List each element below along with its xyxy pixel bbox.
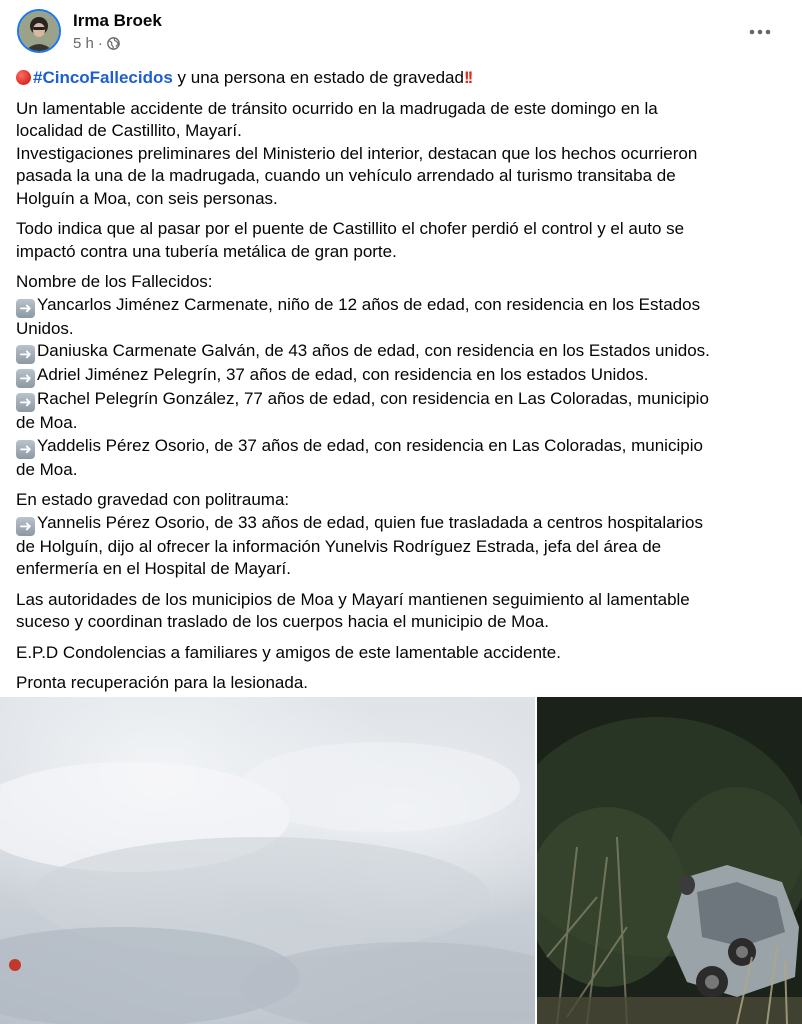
headline-text: y una persona en estado de gravedad [172, 68, 464, 87]
photo-sky[interactable] [0, 697, 535, 1024]
list-item: de Moa. [16, 413, 78, 432]
injured-title: En estado gravedad con politrauma: [16, 490, 290, 509]
list-item: ➜ Daniuska Carmenate Galván, de 43 años de edad, con residencia en los Estados unidos. [16, 340, 791, 364]
list-item: ➜ Yaddelis Pérez Osorio, de 37 años de edad, con residencia en Las Coloradas, municipio [16, 435, 791, 459]
text-line: Investigaciones preliminares del Ministerio del interior, destacan que los hechos ocurrieron [16, 143, 698, 163]
paragraph-recovery: Pronta recuperación para la lesionada. [16, 673, 309, 692]
list-item: ➜ Adriel Jiménez Pelegrín, 37 años de edad, con residencia en los estados Unidos. [16, 364, 791, 388]
more-options-button[interactable] [746, 18, 774, 46]
double-exclamation-icon: !! [463, 68, 472, 87]
text-line: localidad de Castillito, Mayarí. [16, 121, 242, 140]
list-item: de Moa. [16, 459, 78, 479]
post-header [0, 0, 802, 66]
text-line: impactó contra una tubería metálica de gran porte. [16, 241, 397, 261]
paragraph-condolences: E.P.D Condolencias a familiares y amigos de este lamentable accidente. [16, 642, 561, 662]
meta-separator: · [97, 35, 103, 52]
globe-icon [107, 37, 120, 50]
paragraph-cause [16, 218, 791, 263]
post-time[interactable]: 5 h [73, 35, 94, 52]
text-line: pasada la una de la madrugada, cuando un vehículo arrendado al turismo transitaba de [16, 166, 676, 185]
photo-crash-scene[interactable] [537, 697, 802, 1024]
injured-list [16, 489, 791, 581]
right-arrow-icon: ➜ [16, 369, 35, 388]
right-arrow-icon: ➜ [16, 517, 35, 536]
list-item: Unidos. [16, 318, 74, 338]
deceased-list [16, 271, 791, 481]
list-item: de Holguín, dijo al ofrecer la información Yunelvis Rodríguez Estrada, jefa del área de [16, 536, 662, 556]
text-line: Las autoridades de los municipios de Moa y Mayarí mantienen seguimiento al lamentable [16, 589, 690, 609]
author-name[interactable]: Irma Broek [73, 11, 162, 30]
list-item: ➜ Rachel Pelegrín González, 77 años de edad, con residencia en Las Coloradas, municipio [16, 388, 791, 412]
right-arrow-icon: ➜ [16, 299, 35, 318]
text-line: Un lamentable accidente de tránsito ocurrido en la madrugada de este domingo en la [16, 98, 658, 118]
right-arrow-icon: ➜ [16, 345, 35, 364]
list-item: ➜ Yannelis Pérez Osorio, de 33 años de edad, quien fue trasladada a centros hospitalarios [16, 512, 791, 536]
text-line: suceso y coordinan traslado de los cuerpos hacia el municipio de Moa. [16, 612, 549, 631]
post-headline [16, 67, 791, 90]
right-arrow-icon: ➜ [16, 393, 35, 412]
deceased-title: Nombre de los Fallecidos: [16, 272, 213, 291]
post-meta [73, 35, 120, 52]
hashtag-link[interactable]: #CincoFallecidos [33, 68, 173, 87]
text-line: Todo indica que al pasar por el puente de Castillito el chofer perdió el control y el auto se [16, 219, 685, 238]
paragraph-authorities [16, 589, 791, 634]
right-arrow-icon: ➜ [16, 440, 35, 459]
photo-grid [0, 697, 802, 1024]
list-item: ➜ Yancarlos Jiménez Carmenate, niño de 12 años de edad, con residencia en los Estados [16, 294, 791, 318]
more-options-icon [749, 29, 771, 35]
red-circle-icon [16, 70, 31, 85]
author-avatar[interactable] [17, 9, 61, 53]
paragraph-accident [16, 98, 791, 211]
text-line: Holguín a Moa, con seis personas. [16, 188, 278, 208]
post-body [16, 67, 791, 703]
list-item: enfermería en el Hospital de Mayarí. [16, 559, 291, 578]
